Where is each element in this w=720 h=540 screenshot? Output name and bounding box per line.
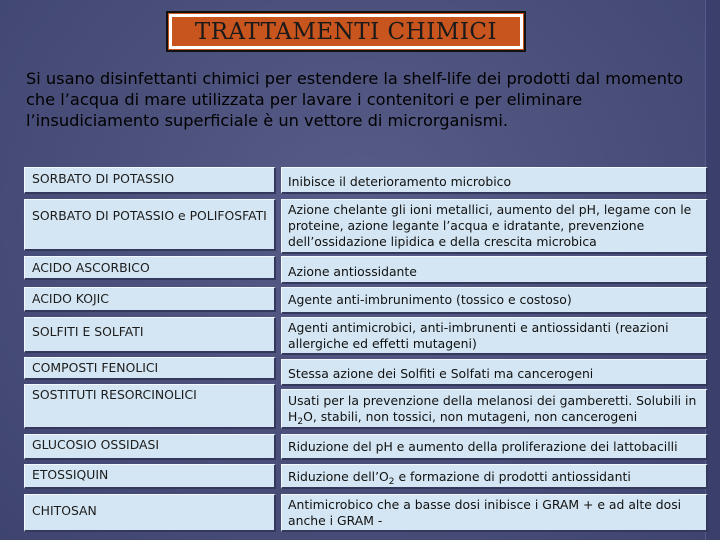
effect-cell (281, 389, 708, 429)
agent-cell: ACIDO ASCORBICO (24, 256, 276, 280)
agent-cell: ACIDO KOJIC (24, 287, 276, 312)
effect-cell: Agenti antimicrobici, anti-imbrunenti e antiossidanti (reazioni allergiche ed effetti mutageni) (281, 317, 708, 355)
agent-cell: SOLFITI E SOLFATI (24, 317, 276, 353)
agent-cell: COMPOSTI FENOLICI (24, 357, 276, 380)
agent-cell: SOSTITUTI RESORCINOLICI (24, 384, 276, 429)
effect-text: Usati per la prevenzione della melanosi dei gamberetti. Solubili in H (288, 393, 697, 424)
agent-cell: SORBATO DI POTASSIO (24, 167, 276, 194)
slide-title: TRATTAMENTI CHIMICI (166, 11, 526, 52)
effect-cell: Stessa azione dei Solfiti e Solfati ma cancerogeni (281, 359, 708, 386)
effect-cell: Riduzione del pH e aumento della proliferazione dei lattobacilli (281, 434, 708, 460)
effect-cell (281, 464, 708, 489)
agent-cell: SORBATO DI POTASSIO e POLIFOSFATI (24, 199, 276, 251)
effect-text: O, stabili, non tossici, non mutageni, non cancerogeni (303, 408, 638, 424)
effect-cell: Antimicrobico che a basse dosi inibisce i GRAM + e ad alte dosi anche i GRAM - (281, 494, 708, 532)
effect-text: Riduzione dell’O (288, 469, 389, 484)
effect-cell: Azione antiossidante (281, 256, 708, 284)
agent-cell: CHITOSAN (24, 494, 276, 532)
agent-cell: ETOSSIQUIN (24, 464, 276, 489)
effect-text: e formazione di prodotti antiossidanti (394, 469, 631, 484)
intro-paragraph: Si usano disinfettanti chimici per estendere la shelf-life dei prodotti dal momento che l’acqua di mare utilizzata per lavare i contenitori e per eliminare l’insudiciamento superficiale è un vettore di microrganismi. (26, 69, 684, 130)
effect-cell: Azione chelante gli ioni metallici, aumento del pH, legame con le proteine, azione legante l’acqua e idratante, prevenzione dell’ossidazione lipidica e della crescita microbica (281, 199, 708, 254)
effect-cell: Agente anti-imbrunimento (tossico e costoso) (281, 287, 708, 314)
agent-cell: GLUCOSIO OSSIDASI (24, 434, 276, 460)
effect-cell: Inibisce il deterioramento microbico (281, 167, 708, 194)
subscript: 2 (297, 416, 304, 427)
subscript: 2 (388, 477, 395, 487)
